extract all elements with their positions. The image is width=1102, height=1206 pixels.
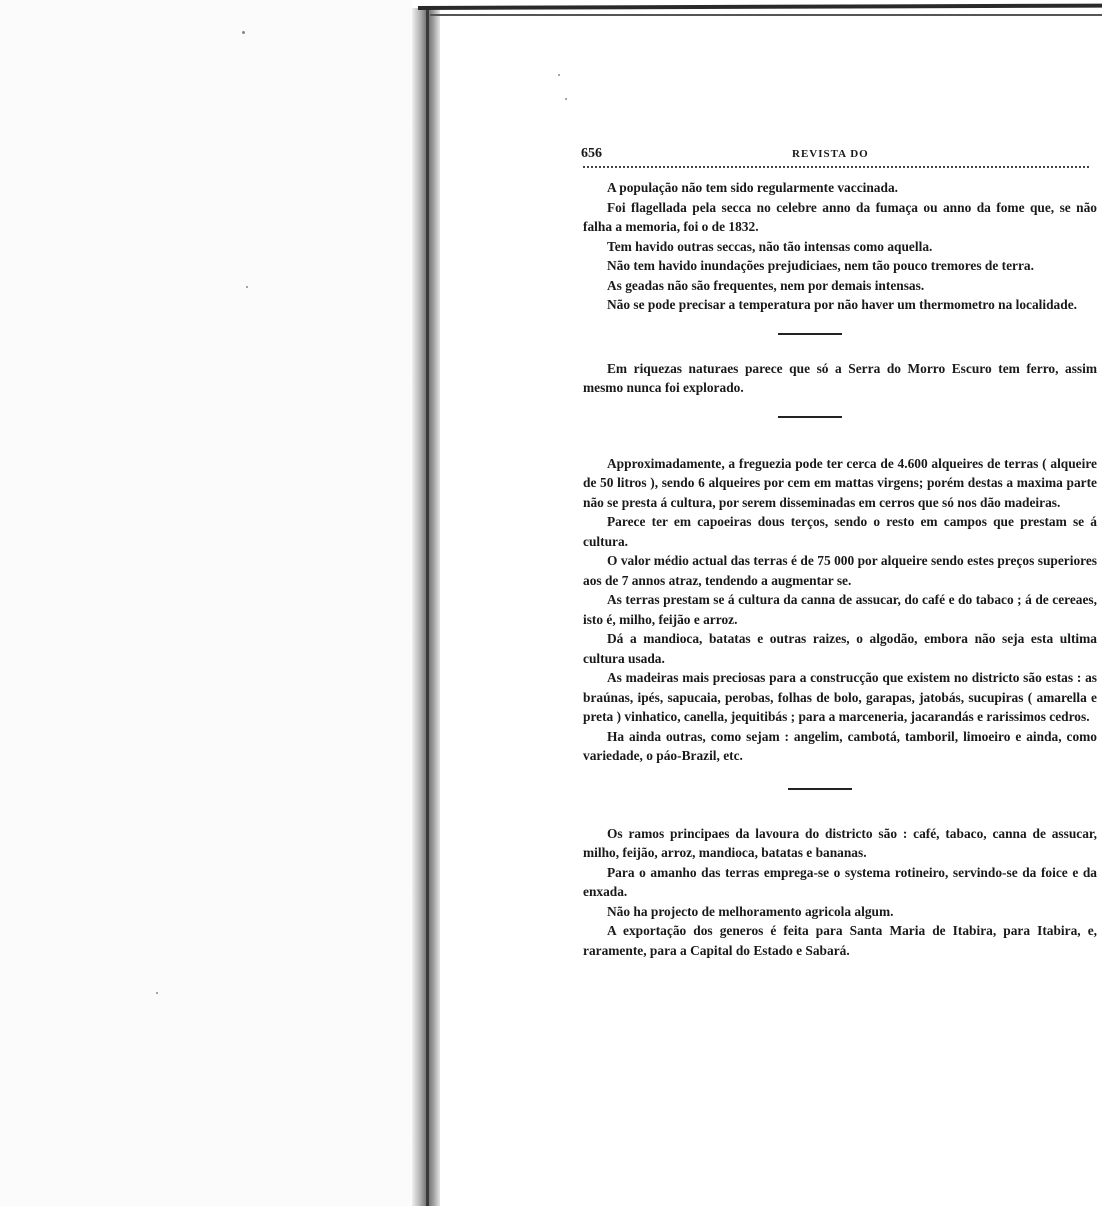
speck [242, 31, 245, 34]
paragraph: Foi flagellada pela secca no celebre anno da fumaça ou anno da fome que, se não falha a memoria, foi o de 1832. [583, 199, 1097, 234]
paragraph: As geadas não são frequentes, nem por demais intensas. [607, 277, 925, 293]
paragraph: Approximadamente, a freguezia pode ter cerca de 4.600 alqueires de terras ( alqueire de 50 litros ), sendo 6 alqueires por cem em mattas virgens; porém destas a maxima parte não se presta á cultura, por serem disseminadas em cerros que só nos dão madeiras. [583, 455, 1097, 510]
page-top-edge [418, 4, 1102, 10]
section-agriculture [583, 824, 1097, 961]
paragraph: O valor médio actual das terras é de 75 000 por alqueire sendo estes preços superiores aos de 7 annos atraz, tendendo a augmentar se. [583, 553, 1097, 588]
paragraph: Os ramos principaes da lavoura do districto são : café, tabaco, canna de assucar, milho, feijão, arroz, mandioca, batatas e bananas. [583, 825, 1097, 860]
section-divider [788, 788, 852, 790]
spine-edge [426, 10, 429, 1206]
paragraph: Não se pode precisar a temperatura por não haver um thermometro na localidade. [607, 297, 1077, 312]
section-climate [583, 178, 1097, 315]
speck [156, 992, 158, 994]
section-divider [778, 416, 842, 418]
paragraph: Parece ter em capoeiras dous terços, sendo o resto em campos que prestam se á cultura. [583, 514, 1097, 549]
speck [565, 98, 567, 100]
paragraph: A população não tem sido regularmente vaccinada. [607, 180, 898, 195]
paragraph: Não tem havido inundações prejudiciaes, nem tão pouco tremores de terra. [607, 258, 1034, 273]
speck [246, 286, 248, 288]
paragraph: Não ha projecto de melhoramento agricola algum. [607, 903, 894, 919]
section-land [583, 454, 1097, 766]
paragraph: Em riquezas naturaes parece que só a Serra do Morro Escuro tem ferro, assim mesmo nunca foi explorado. [583, 360, 1097, 395]
paragraph: As terras prestam se á cultura da canna de assucar, do café e do tabaco ; á de cereaes, isto é, milho, feijão e arroz. [583, 592, 1097, 627]
page-number: 656 [581, 146, 602, 161]
paragraph: Para o amanho das terras emprega-se o systema rotineiro, servindo-se da foice e da enxada. [583, 864, 1097, 899]
page-top-edge-shadow [430, 14, 1102, 16]
header-rule [583, 166, 1089, 168]
journal-title: REVISTA DO [792, 148, 869, 160]
section-natural-resources [583, 359, 1097, 398]
paragraph: As madeiras mais preciosas para a construcção que existem no districto são estas : as braúnas, ipés, sapucaia, perobas, folhas de bolo, garapas, jatobás, sucupiras ( amarella e preta ) vinhatico, canella, jequitibás ; para a marceneria, jacarandás e rarissimos cedros. [583, 670, 1097, 724]
paragraph: Tem havido outras seccas, não tão intensas como aquella. [607, 238, 933, 254]
paragraph: Ha ainda outras, como sejam : angelim, cambotá, tamboril, limoeiro e ainda, como variedade, o páo-Brazil, etc. [583, 728, 1097, 763]
paragraph: A exportação dos generos é feita para Santa Maria de Itabira, para Itabira, e, raramente, para a Capital do Estado e Sabará. [583, 923, 1097, 958]
paragraph: Dá a mandioca, batatas e outras raizes, o algodão, embora não seja esta ultima cultura usada. [583, 631, 1097, 666]
section-divider [778, 333, 842, 335]
scanned-page [583, 144, 1097, 960]
running-head [583, 144, 1097, 164]
blank-facing-page [0, 0, 412, 1206]
speck [558, 74, 560, 76]
